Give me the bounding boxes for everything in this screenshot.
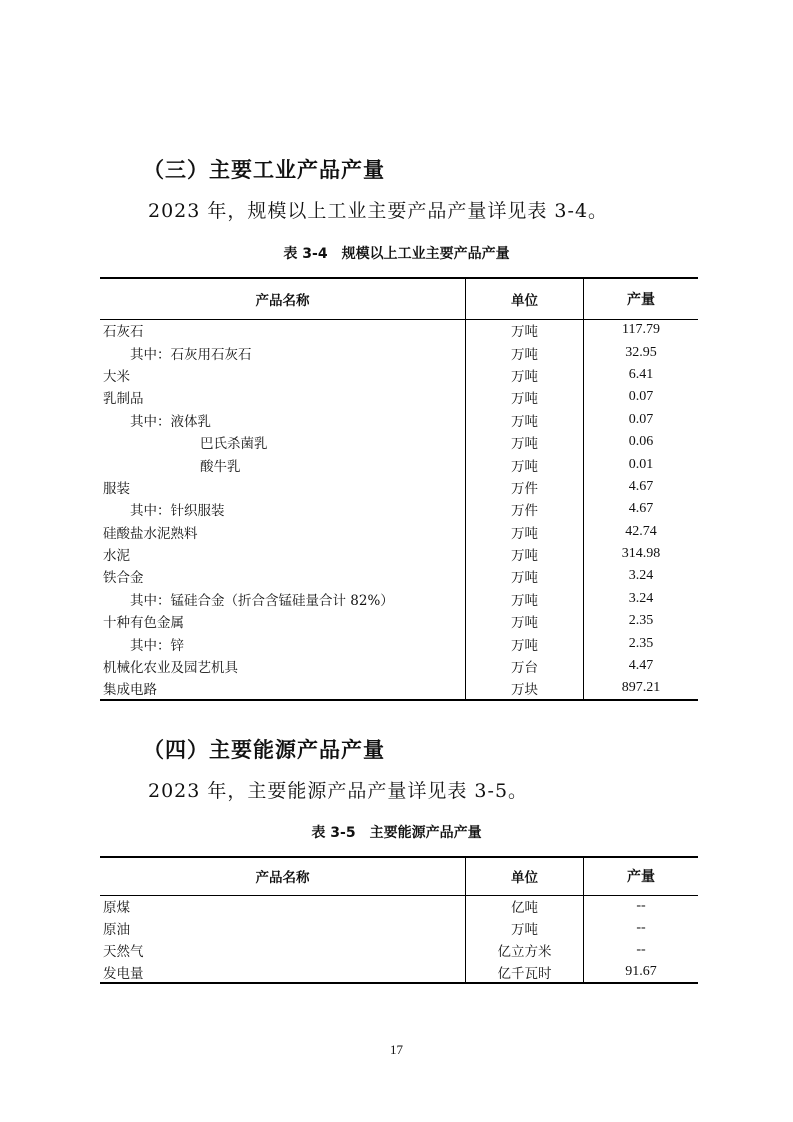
unit: 万吨 [466, 917, 584, 939]
unit: 万吨 [466, 341, 584, 363]
section-heading: （四）主要能源产品产量 [143, 738, 385, 762]
column-header: 单位 [466, 278, 584, 319]
unit: 万吨 [466, 543, 584, 565]
unit: 万吨 [466, 453, 584, 475]
product-name: 水泥 [103, 548, 130, 565]
product-name: 原煤 [103, 900, 130, 917]
table-row [100, 588, 698, 610]
table-row [100, 565, 698, 587]
unit: 亿千瓦时 [466, 961, 584, 983]
table-caption: 表 3-5 主要能源产品产量 [311, 825, 482, 841]
product-name: 其中：液体乳 [130, 413, 211, 430]
product-name: 天然气 [103, 944, 144, 960]
product-name: 酸牛乳 [200, 458, 241, 475]
table-row [100, 655, 698, 677]
unit: 万吨 [466, 431, 584, 453]
energy-products-table [100, 856, 698, 984]
product-name: 巴氏杀菌乳 [200, 436, 268, 453]
output-value: 42.74 [625, 523, 657, 539]
table-row [100, 498, 698, 520]
table-row [100, 386, 698, 408]
unit: 亿吨 [466, 895, 584, 917]
product-name: 其中：石灰用石灰石 [130, 346, 252, 363]
output-value: 4.47 [628, 658, 654, 674]
product-name: 石灰石 [103, 324, 144, 341]
product-name: 机械化农业及园艺机具 [103, 660, 238, 677]
product-name: 发电量 [103, 965, 144, 982]
unit: 万吨 [466, 588, 584, 610]
output-value: 0.07 [628, 411, 654, 427]
product-name: 原油 [103, 922, 130, 938]
unit: 万吨 [466, 632, 584, 654]
product-name: 乳制品 [103, 391, 144, 408]
product-name: 铁合金 [103, 570, 144, 587]
unit: 亿立方米 [466, 939, 584, 961]
unit: 万吨 [466, 319, 584, 341]
unit: 万吨 [466, 565, 584, 587]
product-name: 十种有色金属 [103, 615, 184, 632]
output-value: 4.67 [628, 501, 654, 517]
table-row [100, 431, 698, 453]
unit: 万吨 [466, 409, 584, 431]
table-row [100, 895, 698, 917]
section-heading: （三）主要工业产品产量 [143, 158, 385, 182]
product-name: 集成电路 [103, 681, 157, 698]
output-value: 6.41 [628, 366, 654, 382]
unit: 万件 [466, 476, 584, 498]
output-value: 0.06 [628, 434, 654, 450]
output-value: -- [636, 920, 646, 935]
column-header: 产量 [627, 870, 655, 886]
table-row [100, 453, 698, 475]
output-value: 3.24 [628, 568, 654, 584]
industrial-products-table [100, 277, 698, 701]
paragraph: 2023 年，规模以上工业主要产品产量详见表 3-4。 [148, 200, 609, 222]
column-header: 产量 [627, 292, 655, 308]
table-row [100, 961, 698, 983]
table-row [100, 341, 698, 363]
output-value: 2.35 [628, 635, 654, 651]
unit: 万块 [466, 677, 584, 699]
product-name: 服装 [103, 480, 130, 497]
unit: 万吨 [466, 521, 584, 543]
table-row [100, 521, 698, 543]
product-name: 硅酸盐水泥熟料 [103, 525, 198, 542]
output-value: 32.95 [625, 344, 657, 360]
output-value: 2.35 [628, 613, 654, 629]
table-row [100, 543, 698, 565]
output-value: 314.98 [621, 546, 661, 562]
table-row [100, 677, 698, 699]
output-value: 4.67 [628, 478, 654, 494]
output-value: 91.67 [625, 963, 657, 979]
table-row [100, 632, 698, 654]
product-name: 大米 [103, 368, 130, 385]
output-value: 0.01 [628, 456, 654, 472]
table-row [100, 476, 698, 498]
output-value: -- [636, 898, 646, 914]
product-name: 其中：锌 [130, 637, 184, 654]
column-header: 产品名称 [255, 870, 310, 887]
table-row [100, 610, 698, 632]
unit: 万台 [466, 655, 584, 677]
table-row [100, 917, 698, 939]
table-row [100, 319, 698, 341]
product-name: 其中：锰硅合金（折合含锰硅量合计 82%） [130, 592, 394, 609]
unit: 万吨 [466, 364, 584, 386]
table-caption: 表 3-4 规模以上工业主要产品产量 [283, 246, 510, 262]
output-value: 897.21 [621, 679, 661, 695]
column-header: 产品名称 [255, 292, 310, 309]
page-number: 17 [390, 1042, 403, 1057]
paragraph: 2023 年，主要能源产品产量详见表 3-5。 [148, 780, 529, 802]
table-row [100, 364, 698, 386]
unit: 万吨 [466, 386, 584, 408]
output-value: -- [636, 942, 646, 957]
product-name: 其中：针织服装 [130, 503, 225, 520]
table-row [100, 939, 698, 961]
output-value: 0.07 [628, 389, 654, 405]
table-row [100, 409, 698, 431]
output-value: 117.79 [622, 322, 660, 338]
unit: 万件 [466, 498, 584, 520]
output-value: 3.24 [628, 590, 654, 606]
column-header: 单位 [466, 857, 584, 895]
unit: 万吨 [466, 610, 584, 632]
